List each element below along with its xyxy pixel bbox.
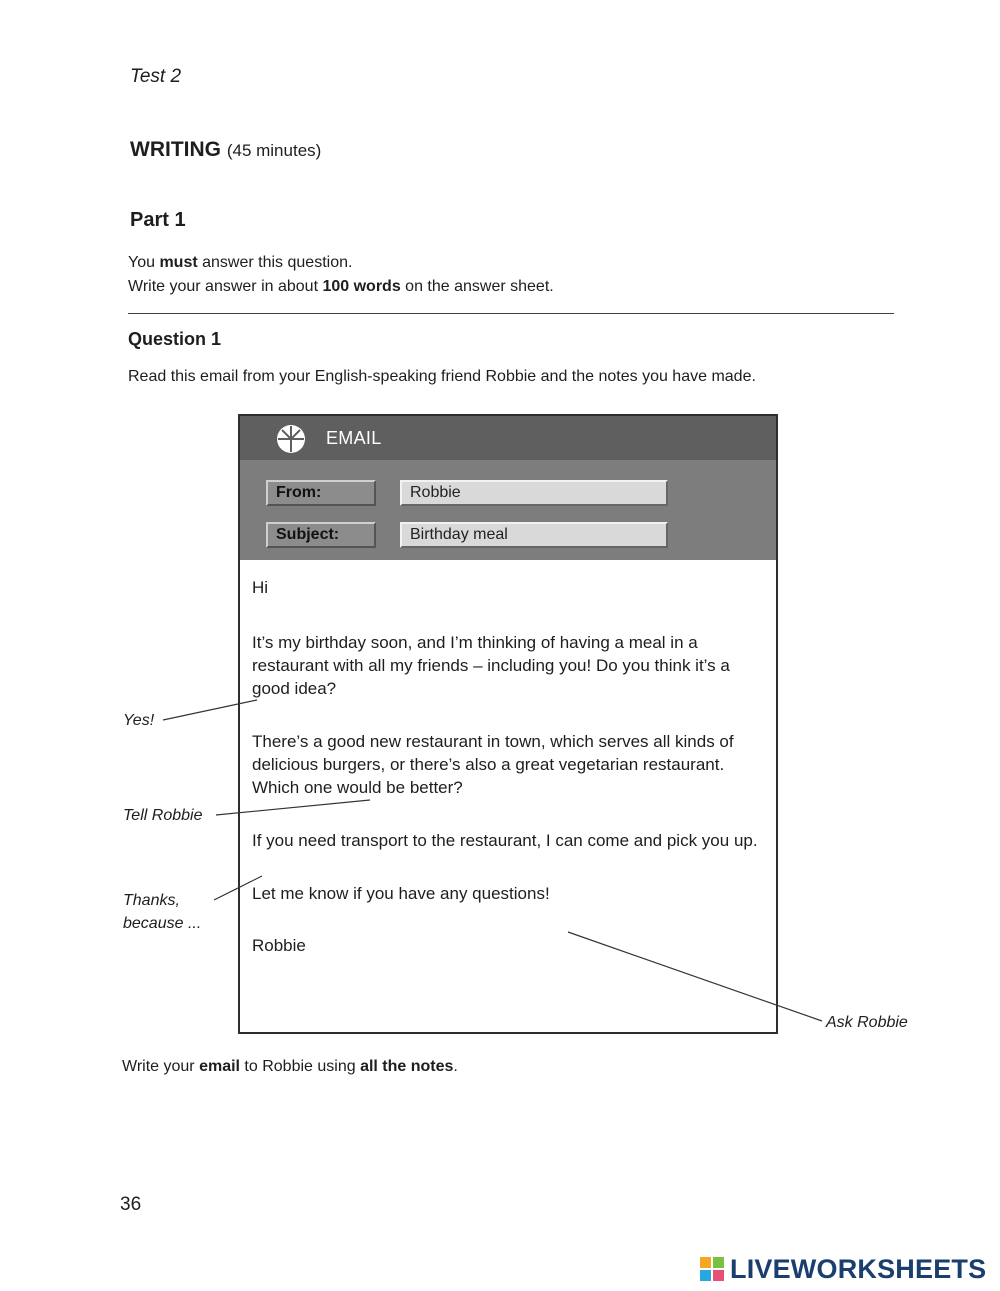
subject-label: Subject: (266, 522, 376, 548)
question-intro: Read this email from your English-speaking friend Robbie and the notes you have made. (128, 368, 756, 385)
question-title: Question 1 (128, 329, 222, 349)
email-paragraph: If you need transport to the restaurant, I can come and pick you up. (252, 831, 758, 850)
instruction-word-count: Write your answer in about 100 words on the answer sheet. (128, 278, 554, 295)
email-title: EMAIL (326, 428, 382, 448)
email-signature: Robbie (252, 936, 306, 955)
note-tell-robbie: Tell Robbie (123, 807, 203, 824)
email-paragraph: There’s a good new restaurant in town, which serves all kinds of delicious burgers, or there’s also a great vegetarian restaurant. Which one would be better? (252, 732, 734, 797)
note-thanks: Thanks, because ... (123, 892, 202, 932)
instruction-must-answer: You must answer this question. (128, 254, 353, 271)
section-duration: (45 minutes) (226, 141, 322, 160)
note-yes: Yes! (123, 712, 155, 729)
from-field: Robbie (400, 480, 668, 506)
part-title: Part 1 (130, 209, 186, 231)
from-label: From: (266, 480, 376, 506)
subject-field: Birthday meal (400, 522, 668, 548)
liveworksheets-logo-icon (700, 1257, 724, 1281)
email-paragraph: Let me know if you have any questions! (252, 884, 550, 903)
note-line-thanks (214, 876, 262, 900)
note-line-ask (568, 932, 822, 1021)
test-label: Test 2 (130, 66, 182, 87)
page-number: 36 (120, 1194, 142, 1215)
note-line-tell (216, 800, 370, 815)
note-line-yes (163, 700, 257, 720)
note-ask-robbie: Ask Robbie (826, 1014, 908, 1031)
closing-instruction: Write your email to Robbie using all the notes. (122, 1058, 458, 1075)
section-title: WRITING (130, 138, 221, 161)
email-greeting: Hi (252, 578, 269, 597)
brand-name: LIVEWORKSHEETS (730, 1254, 987, 1284)
email-paragraph: It’s my birthday soon, and I’m thinking of having a meal in a restaurant with all my friends – including you! Do you think it’s a good idea? (252, 633, 730, 698)
